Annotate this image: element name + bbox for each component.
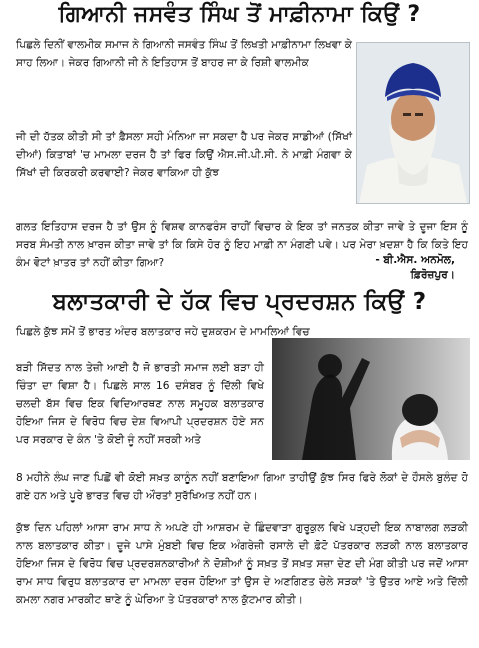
article-2-paragraph-2: ਬੜੀ ਸਿੱਦਤ ਨਾਲ ਤੇਜ਼ੀ ਆਈ ਹੈ ਜੋ ਭਾਰਤੀ ਸਮਾਜ ਲਈ ਬੜਾ ਹੀ ਚਿੰਤਾ ਦਾ ਵਿਸ਼ਾ ਹੈ। ਪਿਛਲੇ ਸਾਲ 16 ਦਸੰਬਰ ਨੂੰ ਦਿੱਲੀ ਵਿਖੇ ਚਲਦੀ ਬੱਸ ਵਿਚ ਇਕ ਵਿਦਿਆਰਥਣ ਨਾਲ ਸਮੂਹਕ ਬਲਾਤਕਾਰ ਹੋਇਆ ਜਿਸ ਦੇ ਵਿਰੋਧ ਵਿਚ ਦੇਸ਼ ਵਿਆਪੀ ਪ੍ਰਦਰਸ਼ਨ ਹੋਏ ਸਨ ਪਰ ਸਰਕਾਰ ਦੇ ਕੰਨ 'ਤੇ ਕੋਈ ਜੂੰ ਨਹੀਂ ਸਰਕੀ ਅਤੇ [16,362,264,446]
portrait-illustration [357,43,469,203]
letter-1-place: ਫ਼ਿਰੋਜ਼ਪੁਰ। [410,269,455,281]
article-1-paragraph-3: ਗਲਤ ਇਤਿਹਾਸ ਦਰਜ ਹੈ ਤਾਂ ਉਸ ਨੂੰ ਵਿਸ਼ਵ ਕਾਨਫਰੰਸ ਰਾਹੀਂ ਵਿਚਾਰ ਕੇ ਇਕ ਤਾਂ ਜਨਤਕ ਕੀਤਾ ਜਾਵੇ ਤੇ ਦੂਜਾ ਇਸ ਨੂੰ ਸਰਬ ਸੰਮਤੀ ਨਾਲ ਖ਼ਾਰਜ ਕੀਤਾ ਜਾਵੇ ਤਾਂ ਕਿ ਕਿਸੇ ਹੋਰ ਨੂੰ ਇਹ ਮਾਫ਼ੀ ਨਾ ਮੰਗਣੀ ਪਵੇ। ਪਰ ਮੇਰਾ ਖ਼ਦਸ਼ਾ ਹੈ ਕਿ ਕਿਤੇ ਇਹ ਕੰਮ ਵੋਟਾਂ ਖ਼ਾਤਰ ਤਾਂ ਨਹੀਂ ਕੀਤਾ ਗਿਆ? [16,221,468,269]
shadow-illustration [272,338,470,460]
article-2-paragraph-1: ਪਿਛਲੇ ਕੁੱਝ ਸਮੇਂ ਤੋਂ ਭਾਰਤ ਅੰਦਰ ਬਲਾਤਕਾਰ ਜਹੇ ਦੁਸ਼ਕਰਮ ਦੇ ਮਾਮਲਿਆਂ ਵਿਚ [16,326,310,338]
illustration-photo [272,338,470,460]
headline-1: ਗਿਆਨੀ ਜਸਵੰਤ ਸਿੰਘ ਤੋਂ ਮਾਫ਼ੀਨਾਮਾ ਕਿਉਂ ? [58,2,421,27]
author-portrait-photo [356,42,470,204]
letter-1-author: - ਬੀ.ਐਸ. ਅਨਮੋਲ, [375,254,455,266]
article-1-paragraph-1: ਪਿਛਲੇ ਦਿਨੀਂ ਵਾਲਮੀਕ ਸਮਾਜ ਨੇ ਗਿਆਨੀ ਜਸਵੰਤ ਸਿੰਘ ਤੋਂ ਲਿਖਤੀ ਮਾਫ਼ੀਨਾਮਾ ਲਿਖਵਾ ਕੇ ਸਾਹ ਲਿਆ। ਜੇਕਰ ਗਿਆਨੀ ਜੀ ਨੇ ਇਤਿਹਾਸ ਤੋਂ ਬਾਹਰ ਜਾ ਕੇ ਰਿਸ਼ੀ ਵਾਲਮੀਕ [16,39,352,69]
headline-2: ਬਲਾਤਕਾਰੀ ਦੇ ਹੱਕ ਵਿਚ ਪ੍ਰਦਰਸ਼ਨ ਕਿਉਂ ? [52,289,427,315]
article-2-paragraph-3: 8 ਮਹੀਨੇ ਲੰਘ ਜਾਣ ਪਿਛੋਂ ਵੀ ਕੋਈ ਸਖ਼ਤ ਕਾਨੂੰਨ ਨਹੀਂ ਬਣਾਇਆ ਗਿਆ ਤਾਹੀਉਂ ਕੁੱਝ ਸਿਰ ਫਿਰੇ ਲੋਕਾਂ ਦੇ ਹੌਸਲੇ ਬੁਲੰਦ ਹੋ ਗਏ ਹਨ ਅਤੇ ਪੂਰੇ ਭਾਰਤ ਵਿਚ ਹੀ ਔਰਤਾਂ ਸੁਰੱਖਿਅਤ ਨਹੀਂ ਹਨ। [16,472,468,502]
article-2-paragraph-4: ਕੁੱਝ ਦਿਨ ਪਹਿਲਾਂ ਆਸਾ ਰਾਮ ਸਾਧ ਨੇ ਅਪਣੇ ਹੀ ਆਸ਼ਰਮ ਦੇ ਛਿੰਦਵਾੜਾ ਗੁਰੂਕੁਲ ਵਿਖੇ ਪੜ੍ਹਦੀ ਇਕ ਨਾਬਾਲਗ ਲੜਕੀ ਨਾਲ ਬਲਾਤਕਾਰ ਕੀਤਾ। ਦੂਜੇ ਪਾਸੇ ਮੁੰਬਈ ਵਿਚ ਇਕ ਅੰਗਰੇਜ਼ੀ ਰਸਾਲੇ ਦੀ ਫ਼ੋਟੋ ਪੱਤਰਕਾਰ ਲੜਕੀ ਨਾਲ ਬਲਾਤਕਾਰ ਹੋਇਆ ਜਿਸ ਦੇ ਵਿਰੋਧ ਵਿਚ ਪ੍ਰਦਰਸ਼ਨਕਾਰੀਆਂ ਨੇ ਦੋਸ਼ੀਆਂ ਨੂੰ ਸਖ਼ਤ ਤੋਂ ਸਖ਼ਤ ਸਜ਼ਾ ਦੇਣ ਦੀ ਮੰਗ ਕੀਤੀ ਪਰ ਜਦੋਂ ਆਸਾ ਰਾਮ ਸਾਧ ਵਿਰੁਧ ਬਲਾਤਕਾਰ ਦਾ ਮਾਮਲਾ ਦਰਜ ਹੋਇਆ ਤਾਂ ਉਸ ਦੇ ਅਣਗਿਣਤ ਚੇਲੇ ਸੜਕਾਂ 'ਤੇ ਉਤਰ ਆਏ ਅਤੇ ਦਿੱਲੀ ਕਮਲਾ ਨਗਰ ਮਾਰਕੀਟ ਥਾਣੇ ਨੂੰ ਘੇਰਿਆ ਤੇ ਪੱਤਰਕਾਰਾਂ ਨਾਲ ਕੁੱਟਮਾਰ ਕੀਤੀ। [16,522,468,606]
article-1-paragraph-2: ਜੀ ਦੀ ਹੱਤਕ ਕੀਤੀ ਸੀ ਤਾਂ ਫ਼ੈਸਲਾ ਸਹੀ ਮੰਨਿਆ ਜਾ ਸਕਦਾ ਹੈ ਪਰ ਜੇਕਰ ਸਾਡੀਆਂ (ਸਿੱਖਾਂ ਦੀਆਂ) ਕਿਤਾਬਾਂ 'ਚ ਮਾਮਲਾ ਦਰਜ ਹੈ ਤਾਂ ਫਿਰ ਕਿਉਂ ਐਸ.ਜੀ.ਪੀ.ਸੀ. ਨੇ ਮਾਫ਼ੀ ਮੰਗਵਾ ਕੇ ਸਿੱਖਾਂ ਦੀ ਕਿਰਕਰੀ ਕਰਵਾਈ? ਜੇਕਰ ਵਾਕਿਆ ਹੀ ਕੁੱਝ [16,131,352,179]
